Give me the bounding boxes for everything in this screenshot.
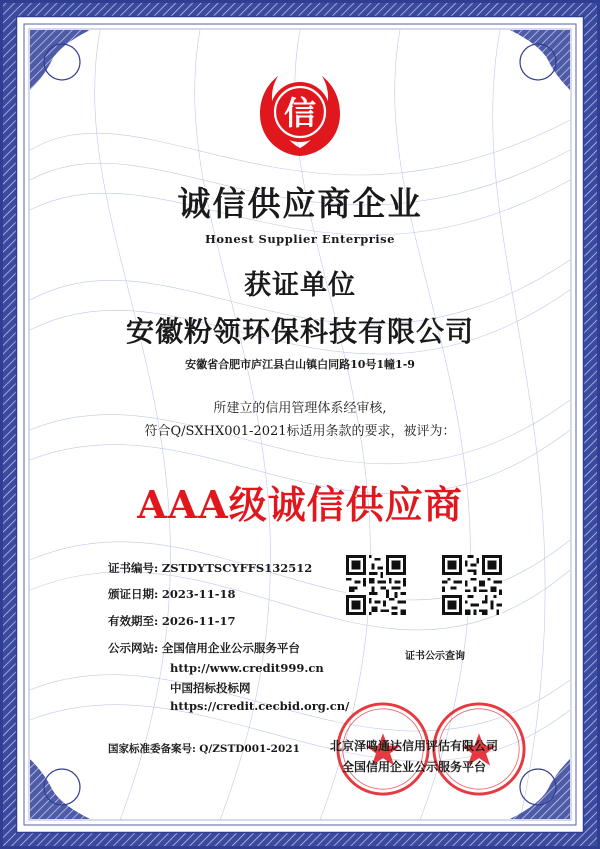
cert-number-label: 证书编号: xyxy=(108,561,159,575)
issue-date-row xyxy=(108,586,235,602)
qr-code-right[interactable] xyxy=(442,555,502,615)
awardee-label: 获证单位 xyxy=(244,270,356,301)
website-url-1[interactable]: http://www.credit999.cn xyxy=(170,661,324,675)
filing-row xyxy=(108,741,300,756)
statement-line-2: 符合Q/SXHX001-2021标适用条款的要求，被评为： xyxy=(144,424,456,439)
website-url-2[interactable]: https://credit.cecbid.org.cn/ xyxy=(170,699,350,713)
issuer-line-1: 北京泽鸣通达信用评估有限公司 xyxy=(330,739,499,753)
valid-until-row xyxy=(108,613,235,629)
valid-until-value: 2026-11-17 xyxy=(161,614,236,628)
issue-date-value: 2023-11-18 xyxy=(161,587,236,601)
issue-date-label: 颁证日期: xyxy=(108,587,159,601)
company-address: 安徽省合肥市庐江县白山镇白同路10号1幢1-9 xyxy=(185,358,415,371)
statement-line-1: 所建立的信用管理体系经审核, xyxy=(213,401,387,416)
credit-emblem xyxy=(254,68,346,160)
company-name: 安徽粉领环保科技有限公司 xyxy=(125,315,474,348)
certificate-title: 诚信供应商企业 xyxy=(177,184,423,223)
filing-value: Q/ZSTD001-2021 xyxy=(199,743,300,755)
credit-grade: AAA级诚信供应商 xyxy=(137,482,463,527)
qr-code-left[interactable] xyxy=(346,555,406,615)
cert-number-row xyxy=(108,560,312,576)
website-platform-name: 全国信用企业公示服务平台 xyxy=(161,641,300,655)
website-name-2: 中国招标投标网 xyxy=(170,681,251,695)
issuer-line-2: 全国信用企业公示服务平台 xyxy=(342,760,487,774)
qr-caption: 证书公示查询 xyxy=(405,651,465,662)
valid-until-label: 有效期至: xyxy=(108,614,159,628)
cert-number-value: ZSTDYTSCYFFS132512 xyxy=(161,561,313,575)
website-row xyxy=(108,640,300,656)
filing-label: 国家标准委备案号: xyxy=(108,743,196,755)
certificate-title-english: Honest Supplier Enterprise xyxy=(205,232,395,246)
emblem-char: 信 xyxy=(283,94,317,132)
website-label: 公示网站: xyxy=(108,641,159,655)
